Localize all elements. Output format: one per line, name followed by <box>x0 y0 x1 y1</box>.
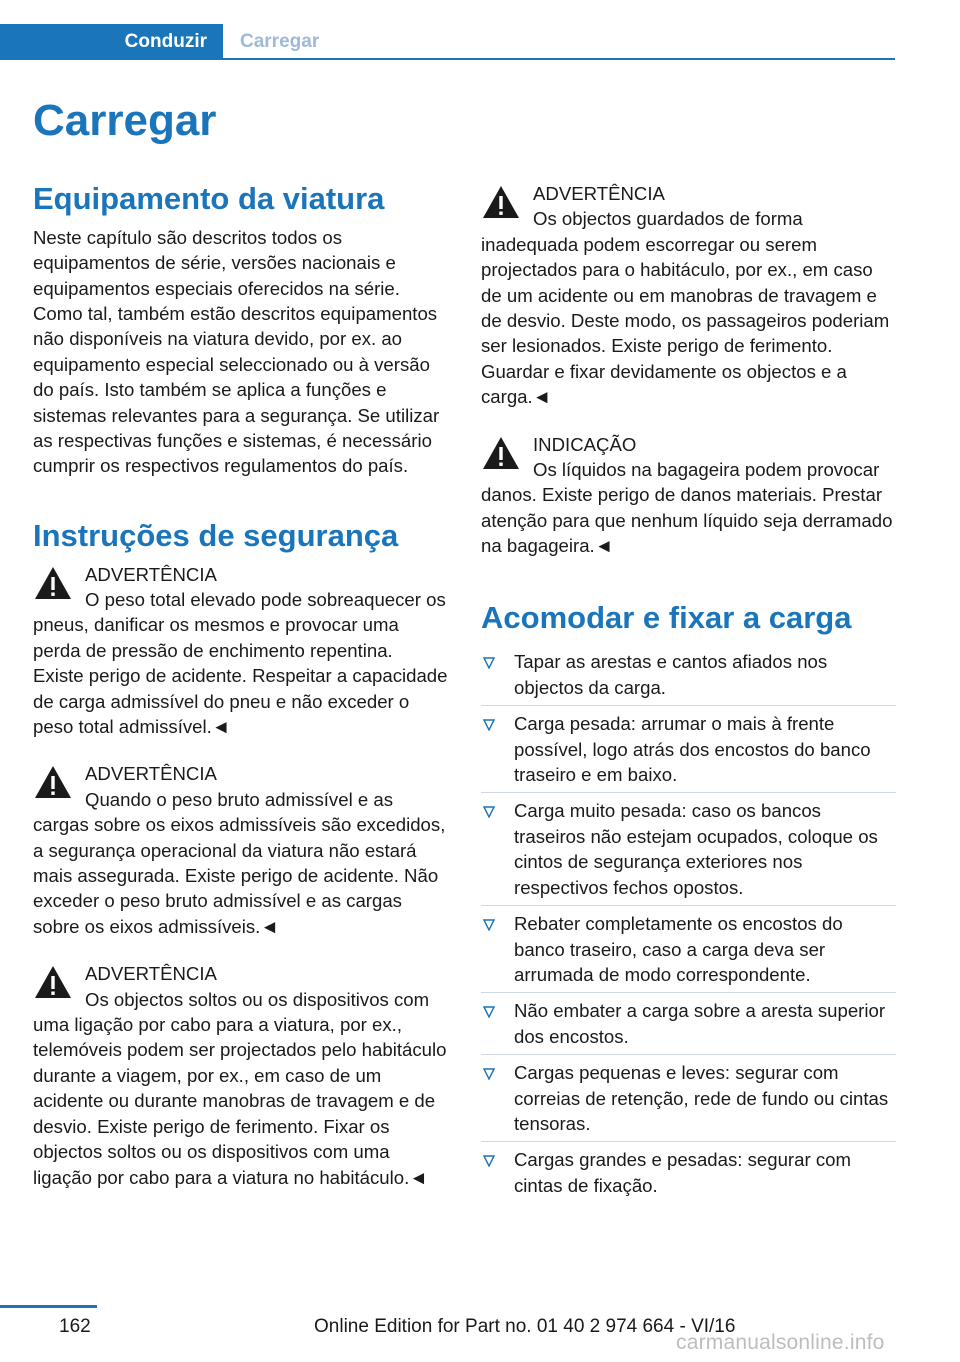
list-item-text: Rebater completamente os encostos do banco traseiro, caso a carga deva ser arrumada de modo correspondente. <box>514 913 843 985</box>
section-text-equipamento: Neste capítulo são descritos todos os equipamentos de série, versões nacionais e equipamentos especiais oferecidos na série. Como tal, também estão descritos equipamentos não disponíveis na viatura devido, por ex. ao equipamento especial seleccionado ou à versão do país. Isto também se aplica a funções e sistemas relevantes para a segurança. Se utilizar as respectivas funções e sistemas, é necessário cumprir os respectivos regulamentos do país. <box>33 226 440 477</box>
warning-text: Quando o peso bruto admissível e as cargas sobre os eixos admissíveis são excedidos, a segurança operacional da viatura não estará mais assegurada. Existe perigo de acidente. Não exceder o peso bruto admissível e as cargas sobre os eixos admissíveis.◄ <box>33 788 446 937</box>
warning-block <box>33 961 448 1190</box>
page-header <box>0 24 895 62</box>
list-item <box>481 1147 896 1203</box>
header-divider <box>223 58 895 60</box>
bullet-triangle-icon <box>483 806 495 818</box>
edition-note: Online Edition for Part no. 01 40 2 974 664 - VI/16 <box>314 1316 736 1337</box>
bullet-triangle-icon <box>483 919 495 931</box>
list-item-text: Não embater a carga sobre a aresta superior dos encostos. <box>514 1000 886 1047</box>
watermark: carmanualsonline.info <box>676 1331 885 1354</box>
list-item <box>481 911 896 993</box>
right-column <box>481 180 896 1208</box>
list-item-text: Carga pesada: arrumar o mais à frente possível, logo atrás dos encostos do banco traseiro e em baixo. <box>514 713 871 786</box>
cargo-instructions-list <box>481 649 896 1203</box>
warning-title: ADVERTÊNCIA <box>533 183 665 204</box>
warning-triangle-icon <box>33 764 73 800</box>
bullet-triangle-icon <box>483 719 495 731</box>
warning-triangle-icon <box>33 964 73 1000</box>
left-column <box>33 180 448 1190</box>
warning-triangle-icon <box>481 435 521 471</box>
warning-text: Os objectos guardados de forma inadequada podem escorregar ou serem projectados para o habitáculo, por ex., em caso de um acidente ou em manobras de travagem e de desvio. Deste modo, os passageiros poderiam ser lesionados. Existe perigo de ferimento. Guardar e fixar devidamente os objectos e a carga.◄ <box>481 208 890 408</box>
notice-title: INDICAÇÃO <box>533 433 637 455</box>
bullet-triangle-icon <box>483 657 495 669</box>
section-title-instrucoes: Instruções de segurança <box>33 517 399 553</box>
list-item-text: Cargas grandes e pesadas: segurar com cintas de fixação. <box>514 1149 851 1196</box>
warning-triangle-icon <box>33 565 73 601</box>
warning-triangle-icon <box>481 184 521 220</box>
list-item <box>481 1060 896 1142</box>
section-tab-carregar[interactable]: Carregar <box>240 31 320 52</box>
warning-text: Os objectos soltos ou os dispositivos com uma ligação por cabo para a viatura, por ex., telemóveis podem ser projectados pelo habitáculo durante a viagem, por ex., em caso de um acidente ou durante manobras de travagem e de desvio. Existe perigo de ferimento. Fixar os objectos soltos ou os dispositivos com uma ligação por cabo para a viatura no habitáculo.◄ <box>33 988 447 1188</box>
section-title-equipamento: Equipamento da viatura <box>33 181 385 216</box>
list-item <box>481 798 896 906</box>
list-item-text: Cargas pequenas e leves: segurar com correias de retenção, rede de fundo ou cintas tensoras. <box>514 1062 889 1134</box>
list-item-text: Carga muito pesada: caso os bancos traseiros não estejam ocupados, coloque os cintos de segurança exteriores nos respectivos fechos opostos. <box>514 800 878 898</box>
warning-block <box>481 181 896 410</box>
chapter-tab-conduzir[interactable]: Conduzir <box>0 24 223 60</box>
list-item <box>481 998 896 1055</box>
list-item-text: Tapar as arestas e cantos afiados nos objectos da carga. <box>514 651 828 698</box>
footer-divider <box>0 1305 97 1308</box>
list-item <box>481 711 896 793</box>
bullet-triangle-icon <box>483 1006 495 1018</box>
warning-block <box>33 562 448 740</box>
bullet-triangle-icon <box>483 1068 495 1080</box>
warning-block <box>33 761 448 939</box>
page-number: 162 <box>59 1316 91 1337</box>
warning-title: ADVERTÊNCIA <box>85 963 217 985</box>
notice-text: Os líquidos na bagageira podem provocar danos. Existe perigo de danos materiais. Prestar atenção para que nenhum líquido seja derramado na bagageira.◄ <box>481 459 893 557</box>
warning-title: ADVERTÊNCIA <box>85 763 217 785</box>
notice-block <box>481 432 896 559</box>
list-item <box>481 649 896 706</box>
page-title: Carregar <box>33 96 217 145</box>
section-title-acomodar: Acomodar e fixar a carga <box>481 599 852 635</box>
warning-text: O peso total elevado pode sobreaquecer os pneus, danificar os mesmos e provocar uma perda de pressão de enchimento repentina. Existe perigo de acidente. Respeitar a capacidade de carga admissível do pneu e não exceder o peso total admissível.◄ <box>33 588 448 737</box>
warning-title: ADVERTÊNCIA <box>85 563 217 585</box>
bullet-triangle-icon <box>483 1155 495 1167</box>
